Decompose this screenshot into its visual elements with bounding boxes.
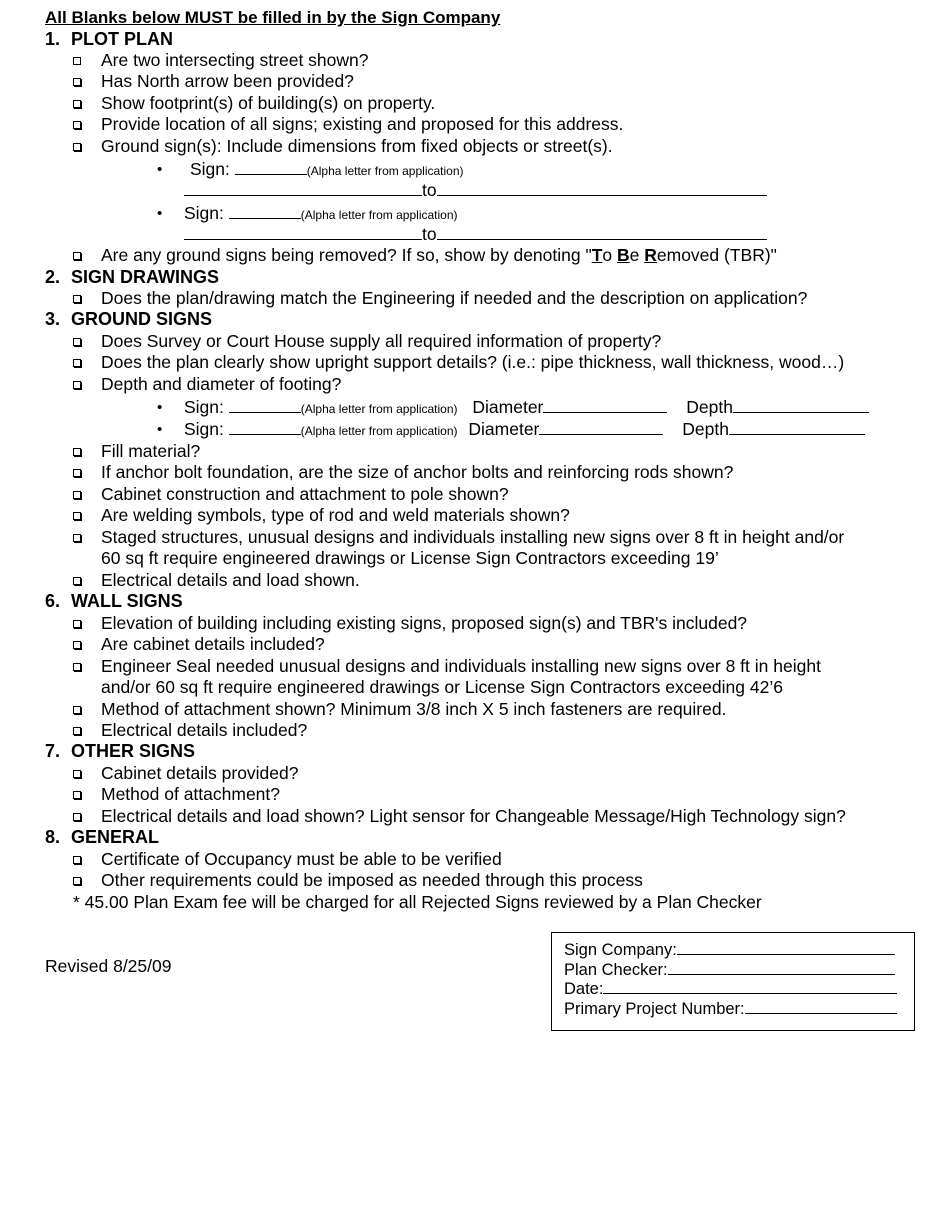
- checkbox-icon[interactable]: [73, 663, 81, 671]
- depth-label: Depth: [682, 419, 729, 439]
- checkbox-icon[interactable]: [73, 577, 81, 585]
- section-plot-plan-heading: [45, 29, 173, 50]
- checkbox-icon[interactable]: [73, 877, 81, 885]
- checkbox-icon[interactable]: [73, 641, 81, 649]
- section-number: 7.: [45, 741, 61, 761]
- distance-to-blank[interactable]: [437, 180, 767, 196]
- checklist-item: Cabinet construction and attachment to pole shown?: [101, 484, 509, 504]
- section-heading: SIGN DRAWINGS: [71, 267, 220, 287]
- diameter-blank[interactable]: [543, 397, 667, 413]
- sign-hint: (Alpha letter from application): [306, 164, 464, 178]
- sign-letter-blank[interactable]: [235, 159, 307, 175]
- plan-checker-blank[interactable]: [668, 959, 895, 975]
- checkbox-icon[interactable]: [73, 791, 81, 799]
- fee-note: * 45.00 Plan Exam fee will be charged for all Rejected Signs reviewed by a Plan Checker: [73, 892, 762, 912]
- checkbox-icon[interactable]: [73, 143, 81, 151]
- checklist-item: Does the plan clearly show upright support details? (i.e.: pipe thickness, wall thickness, wood…): [101, 352, 845, 372]
- checkbox-icon[interactable]: [73, 512, 81, 520]
- section-number: 1.: [45, 29, 61, 49]
- sign-letter-blank[interactable]: [229, 419, 301, 435]
- checkbox-icon[interactable]: [73, 469, 81, 477]
- bullet-icon: •: [157, 205, 163, 222]
- project-number-label: Primary Project Number:: [564, 1000, 745, 1018]
- depth-blank[interactable]: [729, 419, 865, 435]
- project-number-row: [564, 998, 897, 1019]
- section-heading: OTHER SIGNS: [71, 741, 196, 761]
- checklist-item: Electrical details and load shown.: [101, 570, 360, 590]
- checkbox-icon[interactable]: [73, 448, 81, 456]
- section-heading: WALL SIGNS: [71, 591, 183, 611]
- project-number-blank[interactable]: [745, 998, 897, 1014]
- checklist-item: Electrical details and load shown? Light sensor for Changeable Message/High Technology sign?: [101, 806, 846, 826]
- distance-row: [184, 224, 767, 245]
- checklist-item: Elevation of building including existing signs, proposed sign(s) and TBR's included?: [101, 613, 748, 633]
- sign-letter-blank[interactable]: [229, 397, 301, 413]
- depth-blank[interactable]: [733, 397, 869, 413]
- section-number: 3.: [45, 309, 61, 329]
- checkbox-icon[interactable]: [73, 381, 81, 389]
- date-row: [564, 978, 897, 999]
- sign-label: Sign:: [190, 159, 230, 179]
- section-general-heading: [45, 827, 159, 848]
- section-heading: PLOT PLAN: [71, 29, 173, 49]
- distance-row: [184, 180, 767, 201]
- date-label: Date:: [564, 980, 604, 998]
- tbr-text: o: [602, 245, 617, 265]
- diameter-blank[interactable]: [539, 419, 663, 435]
- sign-field-row: [190, 159, 464, 182]
- checklist-item: Depth and diameter of footing?: [101, 374, 342, 394]
- tbr-text: Are any ground signs being removed? If so, show by denoting ": [101, 245, 592, 265]
- checkbox-icon[interactable]: [73, 534, 81, 542]
- checkbox-icon[interactable]: [73, 770, 81, 778]
- plan-checker-label: Plan Checker:: [564, 961, 668, 979]
- tbr-letter-r: R: [644, 245, 657, 265]
- distance-to-blank[interactable]: [437, 224, 767, 240]
- sign-letter-blank[interactable]: [229, 203, 301, 219]
- checklist-item: Provide location of all signs; existing and proposed for this address.: [101, 114, 624, 134]
- plan-checker-row: [564, 959, 895, 980]
- checklist-item: Method of attachment?: [101, 784, 280, 804]
- sign-label: Sign:: [184, 203, 224, 223]
- tbr-text: emoved (TBR)": [656, 245, 777, 265]
- checklist-item: Other requirements could be imposed as needed through this process: [101, 870, 643, 890]
- checklist-item: Are two intersecting street shown?: [101, 50, 369, 70]
- depth-label: Depth: [686, 397, 733, 417]
- diameter-label: Diameter: [472, 397, 544, 417]
- checklist-item: Ground sign(s): Include dimensions from fixed objects or street(s).: [101, 136, 613, 156]
- checkbox-icon[interactable]: [73, 856, 81, 864]
- section-number: 8.: [45, 827, 61, 847]
- checklist-item-continued: and/or 60 sq ft require engineered drawings or License Sign Contractors exceeding 42’6: [101, 677, 783, 697]
- tbr-letter-b: B: [617, 245, 630, 265]
- bullet-icon: •: [157, 161, 163, 178]
- bullet-icon: •: [157, 399, 163, 416]
- sign-hint: (Alpha letter from application): [300, 424, 458, 438]
- section-heading: GENERAL: [71, 827, 160, 847]
- sign-company-row: [564, 939, 895, 960]
- section-heading: GROUND SIGNS: [71, 309, 213, 329]
- sign-field-row: [184, 203, 458, 226]
- checklist-item: Show footprint(s) of building(s) on property.: [101, 93, 436, 113]
- checklist-item: Has North arrow been provided?: [101, 71, 354, 91]
- checklist-item: Staged structures, unusual designs and individuals installing new signs over 8 ft in height and/or: [101, 527, 845, 547]
- footing-row: [184, 419, 865, 442]
- checkbox-icon[interactable]: [73, 57, 81, 65]
- signoff-box: [551, 932, 915, 1031]
- checklist-item-tbr: [101, 245, 777, 266]
- tbr-letter-t: T: [591, 245, 603, 265]
- checklist-item: Are cabinet details included?: [101, 634, 325, 654]
- checkbox-icon[interactable]: [73, 491, 81, 499]
- checkbox-icon[interactable]: [73, 813, 81, 821]
- checkbox-icon[interactable]: [73, 620, 81, 628]
- checkbox-icon[interactable]: [73, 78, 81, 86]
- distance-from-blank[interactable]: [184, 180, 422, 196]
- sign-hint: (Alpha letter from application): [300, 402, 458, 416]
- sign-label: Sign:: [184, 397, 224, 417]
- sign-company-label: Sign Company:: [564, 941, 677, 959]
- diameter-label: Diameter: [468, 419, 540, 439]
- checkbox-icon[interactable]: [73, 121, 81, 129]
- section-other-signs-heading: [45, 741, 195, 762]
- sign-company-blank[interactable]: [677, 939, 895, 955]
- checklist-item: Does the plan/drawing match the Engineering if needed and the description on application?: [101, 288, 808, 308]
- form-title: All Blanks below MUST be filled in by the Sign Company: [45, 8, 501, 27]
- to-label: to: [422, 180, 437, 200]
- tbr-text: e: [629, 245, 645, 265]
- checklist-item: Are welding symbols, type of rod and weld materials shown?: [101, 505, 570, 525]
- bullet-icon: •: [157, 421, 163, 438]
- checkbox-icon[interactable]: [73, 295, 81, 303]
- checkbox-icon[interactable]: [73, 706, 81, 714]
- section-sign-drawings-heading: [45, 267, 219, 288]
- checkbox-icon[interactable]: [73, 727, 81, 735]
- checkbox-icon[interactable]: [73, 338, 81, 346]
- section-number: 2.: [45, 267, 61, 287]
- checklist-item-continued: 60 sq ft require engineered drawings or License Sign Contractors exceeding 19’: [101, 548, 719, 568]
- to-label: to: [422, 224, 437, 244]
- checkbox-icon[interactable]: [73, 252, 81, 260]
- checklist-item: Does Survey or Court House supply all required information of property?: [101, 331, 662, 351]
- section-wall-signs-heading: [45, 591, 183, 612]
- section-number: 6.: [45, 591, 61, 611]
- checkbox-icon[interactable]: [73, 100, 81, 108]
- checklist-item: Electrical details included?: [101, 720, 308, 740]
- checklist-item: Cabinet details provided?: [101, 763, 299, 783]
- revised-date: Revised 8/25/09: [45, 956, 172, 976]
- checklist-item: Engineer Seal needed unusual designs and individuals installing new signs over 8 ft in height: [101, 656, 821, 676]
- sign-hint: (Alpha letter from application): [300, 208, 458, 222]
- checklist-item: Fill material?: [101, 441, 201, 461]
- date-blank[interactable]: [603, 978, 897, 994]
- sign-label: Sign:: [184, 419, 224, 439]
- checklist-item: Certificate of Occupancy must be able to be verified: [101, 849, 502, 869]
- checklist-item: If anchor bolt foundation, are the size of anchor bolts and reinforcing rods shown?: [101, 462, 734, 482]
- checklist-item: Method of attachment shown? Minimum 3/8 inch X 5 inch fasteners are required.: [101, 699, 727, 719]
- footing-row: [184, 397, 869, 420]
- checkbox-icon[interactable]: [73, 359, 81, 367]
- section-ground-signs-heading: [45, 309, 212, 330]
- distance-from-blank[interactable]: [184, 224, 422, 240]
